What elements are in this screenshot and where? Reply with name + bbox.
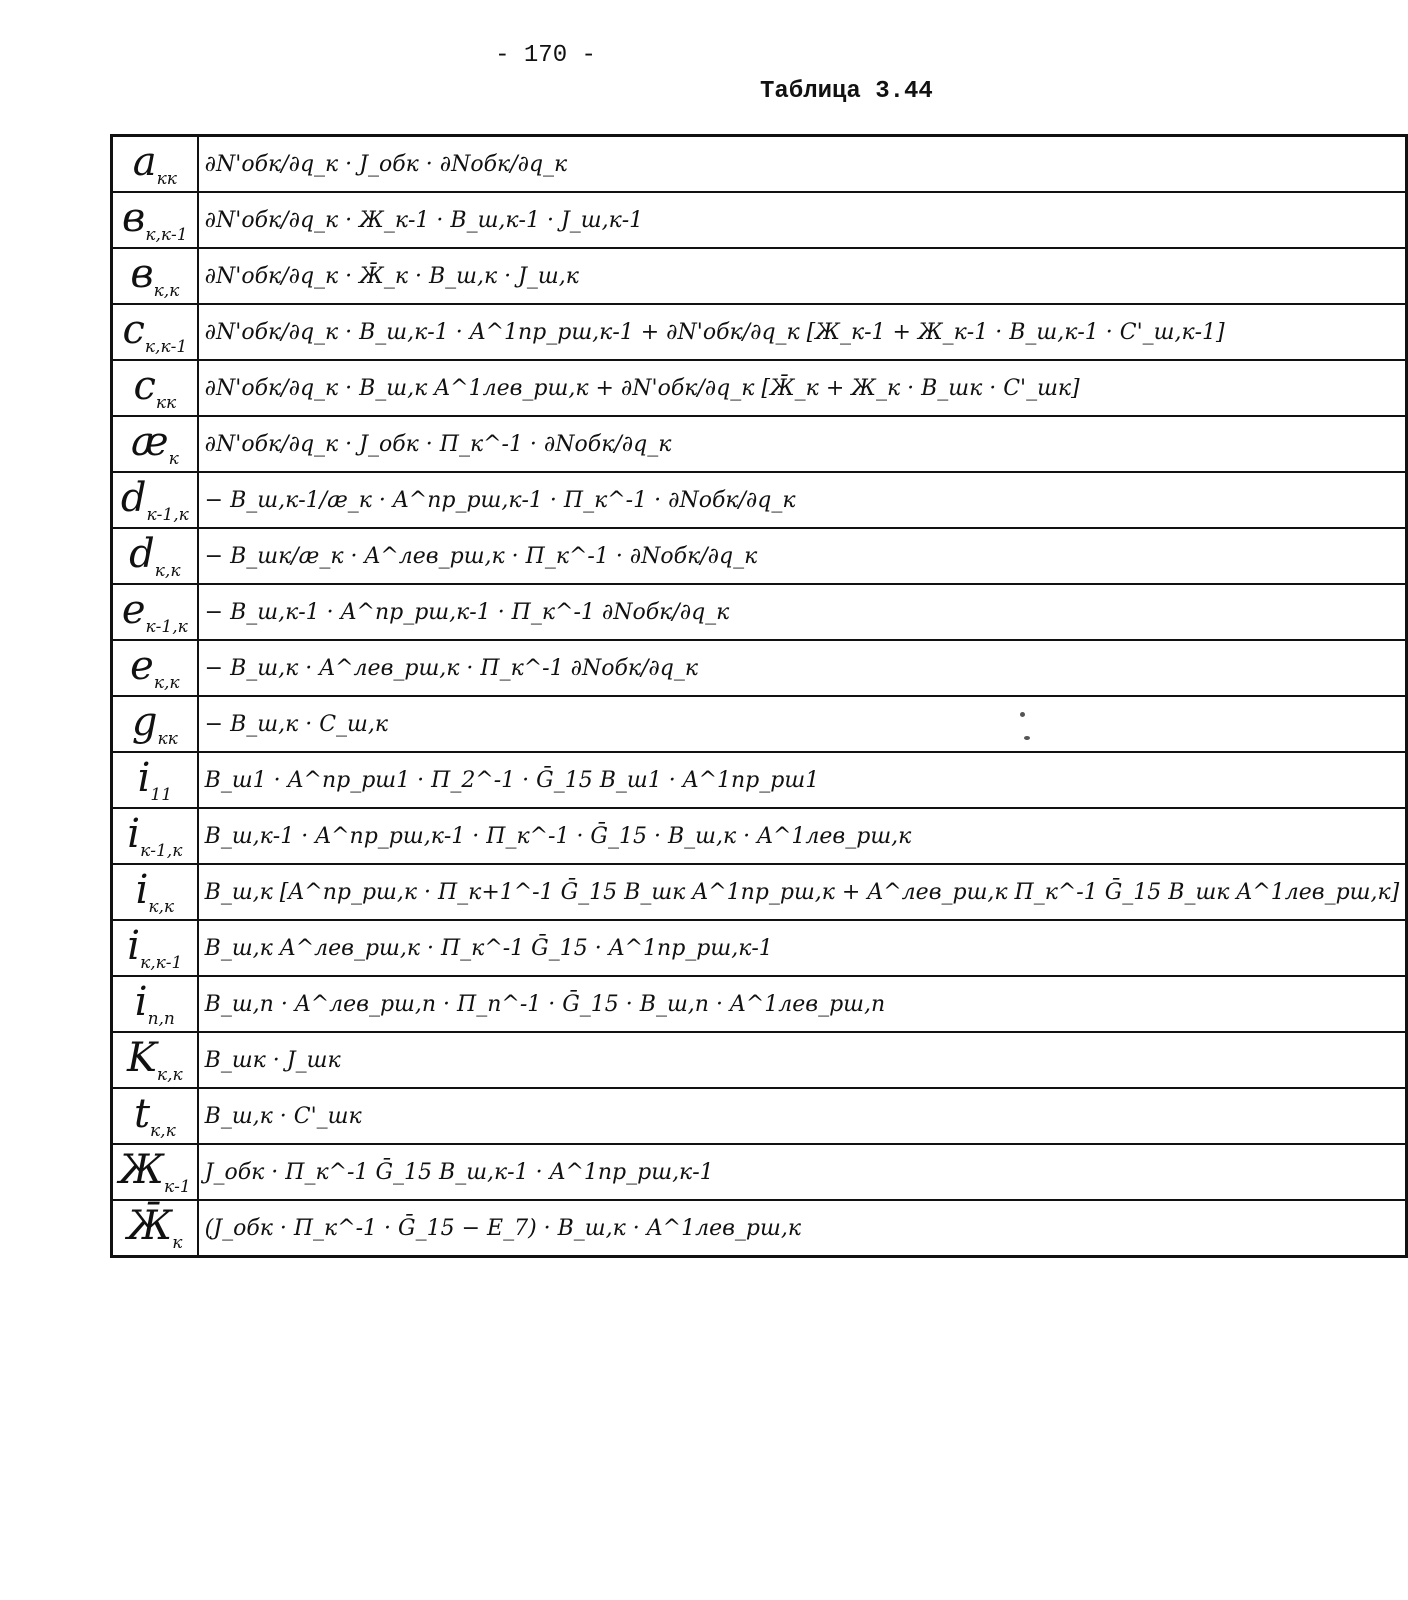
symbol-letter: K (127, 1035, 157, 1081)
table-row (112, 1144, 1407, 1200)
symbol-letter: i (135, 867, 149, 913)
table-row (112, 192, 1407, 248)
symbol-subscript: к,к (150, 1121, 176, 1141)
symbol-subscript: к (168, 449, 179, 469)
symbol-subscript: к,к-1 (140, 953, 183, 973)
expression-cell: ∂N'обк/∂q_к · J_обк · ∂Nобк/∂q_к (198, 136, 1407, 193)
symbol-cell (112, 136, 198, 193)
expression-cell: ∂N'обк/∂q_к · Ж̄_к · B_ш,к · J_ш,к (198, 248, 1407, 304)
symbol-cell (112, 1200, 198, 1257)
table-row (112, 1088, 1407, 1144)
symbol-letter: i (127, 811, 141, 857)
symbol-letter: d (120, 475, 147, 521)
table-row (112, 360, 1407, 416)
expression-cell: B_ш,к · C'_шк (198, 1088, 1407, 1144)
symbol-letter: c (133, 363, 156, 409)
symbol-subscript: к,к (153, 281, 180, 301)
symbol-letter: d (129, 531, 155, 577)
symbol-letter: a (132, 139, 157, 185)
symbol-letter: в (122, 195, 146, 241)
table-row (112, 864, 1407, 920)
symbol-subscript: кк (157, 729, 178, 749)
expression-cell: B_ш,п · A^лев_рш,п · П_п^-1 · Ḡ_15 · B_ш,п · A^1лев_рш,п (198, 976, 1407, 1032)
table-caption: Таблица 3.44 (760, 78, 933, 105)
symbol-subscript: кк (155, 393, 177, 413)
symbol-cell (112, 1088, 198, 1144)
symbol-letter: e (121, 587, 146, 633)
symbol-cell (112, 640, 198, 696)
table-row (112, 976, 1407, 1032)
symbol-subscript: к,к (156, 1065, 183, 1085)
table-row (112, 1200, 1407, 1257)
symbol-letter: i (127, 923, 141, 969)
expression-cell: (J_обк · П_к^-1 · Ḡ_15 − E_7) · B_ш,к · A^1лев_рш,к (198, 1200, 1407, 1257)
symbol-cell (112, 1144, 198, 1200)
symbol-subscript: к-1,к (146, 505, 189, 525)
symbol-subscript: к (172, 1233, 183, 1253)
symbol-cell (112, 920, 198, 976)
symbol-letter: e (130, 643, 154, 689)
symbol-subscript: к-1 (163, 1177, 191, 1197)
symbol-letter: Ж̄ (127, 1203, 173, 1249)
table-row (112, 1032, 1407, 1088)
symbol-cell (112, 1032, 198, 1088)
expression-cell: B_ш1 · A^пр_рш1 · П_2^-1 · Ḡ_15 B_ш1 · A^1пр_рш1 (198, 752, 1407, 808)
table-row (112, 808, 1407, 864)
symbol-subscript: к,к-1 (144, 337, 188, 357)
symbol-cell (112, 976, 198, 1032)
symbol-subscript: 11 (150, 785, 173, 805)
expression-cell: J_обк · П_к^-1 Ḡ_15 B_ш,к-1 · A^1пр_рш,к-1 (198, 1144, 1407, 1200)
table-row (112, 920, 1407, 976)
symbol-subscript: к-1,к (140, 841, 183, 861)
table-row (112, 416, 1407, 472)
symbol-subscript: к,к (148, 897, 175, 917)
expression-cell: − B_ш,к · C_ш,к (198, 696, 1407, 752)
symbol-cell (112, 248, 198, 304)
symbol-subscript: к,к (154, 561, 181, 581)
scan-speck (1024, 736, 1030, 740)
symbol-subscript: к,к (153, 673, 180, 693)
symbol-letter: i (134, 979, 148, 1025)
symbol-letter: i (137, 755, 151, 801)
expression-cell: ∂N'обк/∂q_к · Ж_к-1 · B_ш,к-1 · J_ш,к-1 (198, 192, 1407, 248)
symbol-cell (112, 304, 198, 360)
symbol-subscript: к,к-1 (145, 225, 188, 245)
symbol-letter: c (122, 307, 145, 353)
symbol-cell (112, 752, 198, 808)
symbol-cell (112, 808, 198, 864)
symbol-cell (112, 584, 198, 640)
symbol-subscript: п,п (147, 1009, 175, 1029)
symbol-letter: в (130, 251, 154, 297)
table-row (112, 136, 1407, 193)
expression-cell: ∂N'обк/∂q_к · B_ш,к-1 · A^1пр_рш,к-1 + ∂N'обк/∂q_к [Ж_к-1 + Ж_к-1 · B_ш,к-1 · C'_ш,к-1] (198, 304, 1407, 360)
symbol-cell (112, 864, 198, 920)
scan-speck (1020, 712, 1025, 717)
expression-cell: B_ш,к A^лев_рш,к · П_к^-1 Ḡ_15 · A^1пр_рш,к-1 (198, 920, 1407, 976)
table-row (112, 472, 1407, 528)
table-row (112, 528, 1407, 584)
symbol-cell (112, 696, 198, 752)
symbol-subscript: к-1,к (145, 617, 188, 637)
formula-table (110, 134, 1408, 1258)
symbol-cell (112, 192, 198, 248)
expression-cell: B_ш,к [A^пр_рш,к · П_к+1^-1 Ḡ_15 B_шк A^1пр_рш,к + A^лев_рш,к П_к^-1 Ḡ_15 B_шк A^1лев_рш,к] (198, 864, 1407, 920)
table-row (112, 696, 1407, 752)
symbol-letter: Ж (119, 1147, 164, 1193)
symbol-letter: g (131, 699, 158, 745)
symbol-letter: æ (130, 419, 169, 465)
symbol-cell (112, 360, 198, 416)
table-row (112, 752, 1407, 808)
expression-cell: ∂N'обк/∂q_к · B_ш,к A^1лев_рш,к + ∂N'обк/∂q_к [Ж̄_к + Ж_к · B_шк · C'_шк] (198, 360, 1407, 416)
expression-cell: − B_ш,к-1 · A^пр_рш,к-1 · П_к^-1 ∂Nобк/∂q_к (198, 584, 1407, 640)
expression-cell: − B_шк/æ_к · A^лев_рш,к · П_к^-1 · ∂Nобк/∂q_к (198, 528, 1407, 584)
table-row (112, 584, 1407, 640)
page-number: - 170 - (495, 42, 596, 69)
expression-cell: − B_ш,к-1/æ_к · A^пр_рш,к-1 · П_к^-1 · ∂Nобк/∂q_к (198, 472, 1407, 528)
expression-cell: B_шк · J_шк (198, 1032, 1407, 1088)
symbol-cell (112, 472, 198, 528)
table-row (112, 304, 1407, 360)
symbol-cell (112, 416, 198, 472)
expression-cell: ∂N'обк/∂q_к · J_обк · П_к^-1 · ∂Nобк/∂q_к (198, 416, 1407, 472)
table-row (112, 640, 1407, 696)
symbol-cell (112, 528, 198, 584)
symbol-subscript: кк (156, 169, 177, 189)
table-row (112, 248, 1407, 304)
expression-cell: B_ш,к-1 · A^пр_рш,к-1 · П_к^-1 · Ḡ_15 · B_ш,к · A^1лев_рш,к (198, 808, 1407, 864)
expression-cell: − B_ш,к · A^лев_рш,к · П_к^-1 ∂Nобк/∂q_к (198, 640, 1407, 696)
symbol-letter: t (133, 1091, 151, 1137)
